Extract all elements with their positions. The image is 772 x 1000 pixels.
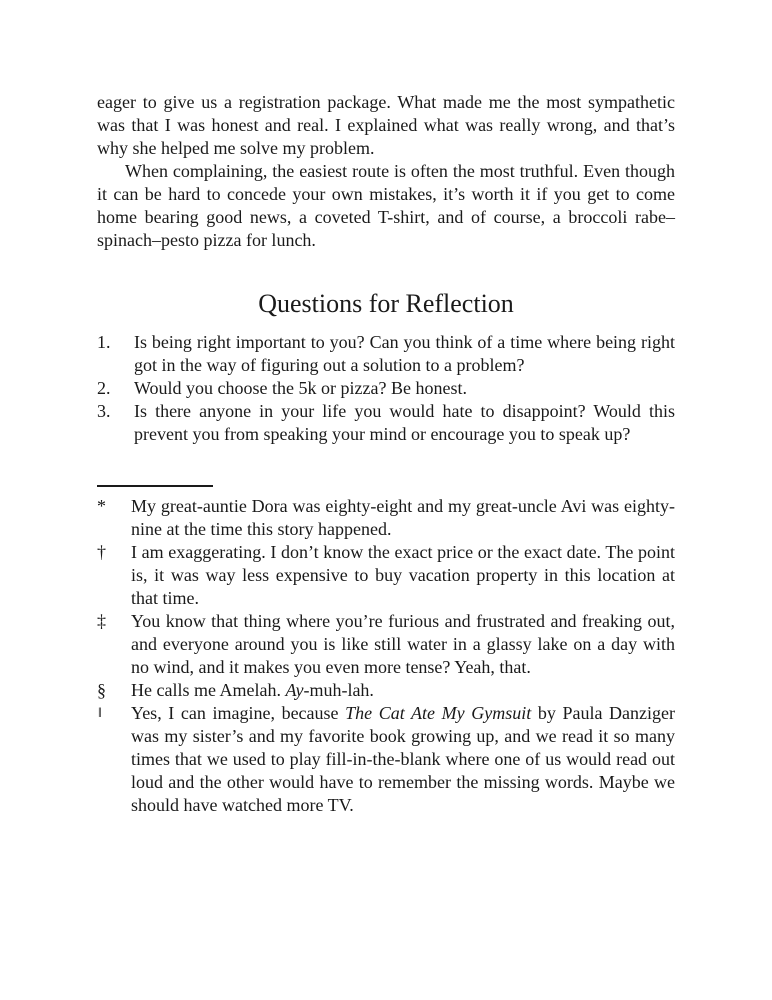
footnote-item bbox=[97, 679, 675, 702]
footnote-text: You know that thing where you’re furious and frustrated and freaking out, and everyone around you is like still water in a glassy lake on a day with no wind, and it makes you even more tense? Yeah, that. bbox=[131, 611, 675, 677]
footnote-item bbox=[97, 541, 675, 610]
question-number: 1. bbox=[97, 332, 111, 352]
page-content bbox=[97, 91, 675, 817]
question-item bbox=[97, 331, 675, 377]
questions-list bbox=[97, 331, 675, 446]
question-item bbox=[97, 400, 675, 446]
footnote-text-end: -muh-lah. bbox=[303, 680, 374, 700]
footnote-mark: ‡ bbox=[97, 611, 106, 631]
question-item bbox=[97, 377, 675, 400]
footnotes-list bbox=[97, 495, 675, 817]
footnote-divider bbox=[97, 485, 213, 487]
footnote-mark: ‖ bbox=[98, 706, 102, 721]
footnote-mark: * bbox=[97, 496, 106, 516]
footnote-mark: § bbox=[97, 680, 106, 700]
footnote-text-start: Yes, I can imagine, because bbox=[131, 703, 346, 723]
footnote-item bbox=[97, 495, 675, 541]
question-number: 3. bbox=[97, 401, 111, 421]
question-number: 2. bbox=[97, 378, 111, 398]
footnote-text bbox=[131, 703, 675, 815]
body-paragraph-2: When complaining, the easiest route is often the most truthful. Even though it can be hard to concede your own mistakes, it’s worth it if you get to come home bearing good news, a coveted T-shirt, and of course, a broccoli rabe–spinach–pesto pizza for lunch. bbox=[97, 161, 675, 250]
footnote-mark: † bbox=[97, 542, 106, 562]
footnote-italic-text: Ay bbox=[285, 680, 304, 700]
question-text: Is being right important to you? Can you think of a time where being right got in the way of figuring out a solution to a problem? bbox=[134, 332, 675, 375]
footnote-text-end: by Paula Danziger was my sister’s and my favorite book growing up, and we read it so many times that we used to play fill-in-the-blank where one of us would read out loud and the other would have to remember the missing words. Maybe we should have watched more TV. bbox=[131, 703, 676, 815]
book-title: The Cat Ate My Gymsuit bbox=[345, 703, 532, 723]
footnote-text: My great-auntie Dora was eighty-eight and my great-uncle Avi was eighty-nine at the time this story happened. bbox=[131, 496, 675, 539]
body-paragraph-1: eager to give us a registration package. What made me the most sympathetic was that I was honest and real. I explained what was really wrong, and that’s why she helped me solve my problem. bbox=[97, 92, 675, 158]
footnote-item bbox=[97, 702, 675, 817]
footnote-text: I am exaggerating. I don’t know the exact price or the exact date. The point is, it was way less expensive to buy vacation property in this location at that time. bbox=[131, 542, 675, 608]
footnote-text bbox=[131, 680, 374, 700]
footnote-text-start: He calls me Amelah. bbox=[131, 680, 286, 700]
question-text: Would you choose the 5k or pizza? Be honest. bbox=[134, 378, 467, 398]
footnote-item bbox=[97, 610, 675, 679]
question-text: Is there anyone in your life you would hate to disappoint? Would this prevent you from speaking your mind or encourage you to speak up? bbox=[134, 401, 675, 444]
section-heading: Questions for Reflection bbox=[258, 289, 514, 318]
